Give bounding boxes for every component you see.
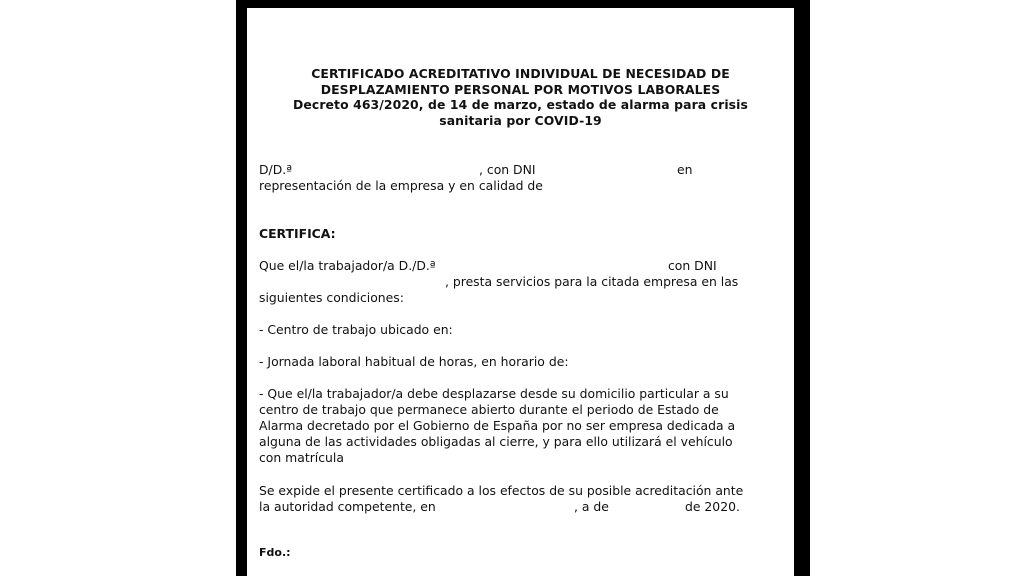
intro-con-dni: , con DNI (479, 162, 536, 177)
desplazamiento-line-1: - Que el/la trabajador/a debe desplazarse desde su domicilio particular a su (259, 386, 729, 401)
expide-line-2a: la autoridad competente, en (259, 499, 436, 514)
worker-line-2: , presta servicios para la citada empresa en las (445, 274, 739, 289)
intro-dd: D/D.ª (259, 162, 293, 177)
intro-en: en (677, 162, 693, 177)
desplazamiento-line-2: centro de trabajo que permanece abierto durante el periodo de Estado de (259, 402, 719, 417)
jornada-laboral: - Jornada laboral habitual de horas, en horario de: (259, 354, 569, 369)
certificate-page (247, 8, 794, 576)
intro-line-2: representación de la empresa y en calidad de (259, 178, 543, 193)
title-line-1: CERTIFICADO ACREDITATIVO INDIVIDUAL DE NECESIDAD DE (311, 66, 730, 81)
centro-trabajo: - Centro de trabajo ubicado en: (259, 322, 453, 337)
title-line-2: DESPLAZAMIENTO PERSONAL POR MOTIVOS LABORALES (320, 81, 721, 97)
title-line-4: sanitaria por COVID-19 (439, 112, 602, 128)
desplazamiento-line-5: con matrícula (259, 450, 344, 465)
expide-line-2c: de 2020. (685, 499, 740, 514)
expide-line-1: Se expide el presente certificado a los efectos de su posible acreditación ante (259, 483, 744, 498)
worker-line-1b: con DNI (668, 258, 717, 273)
certificate-title (247, 66, 794, 128)
expide-line-2b: , a de (574, 499, 609, 514)
title-line-3: Decreto 463/2020, de 14 de marzo, estado de alarma para crisis (293, 97, 748, 112)
firma-label: Fdo.: (259, 546, 291, 559)
worker-line-1a: Que el/la trabajador/a D./D.ª (259, 258, 436, 273)
desplazamiento-line-3: Alarma decretado por el Gobierno de España por no ser empresa dedicada a (259, 418, 736, 433)
worker-line-3: siguientes condiciones: (259, 290, 404, 305)
certifica-heading: CERTIFICA: (259, 226, 336, 241)
desplazamiento-line-4: alguna de las actividades obligadas al cierre, y para ello utilizará el vehículo (259, 434, 733, 449)
